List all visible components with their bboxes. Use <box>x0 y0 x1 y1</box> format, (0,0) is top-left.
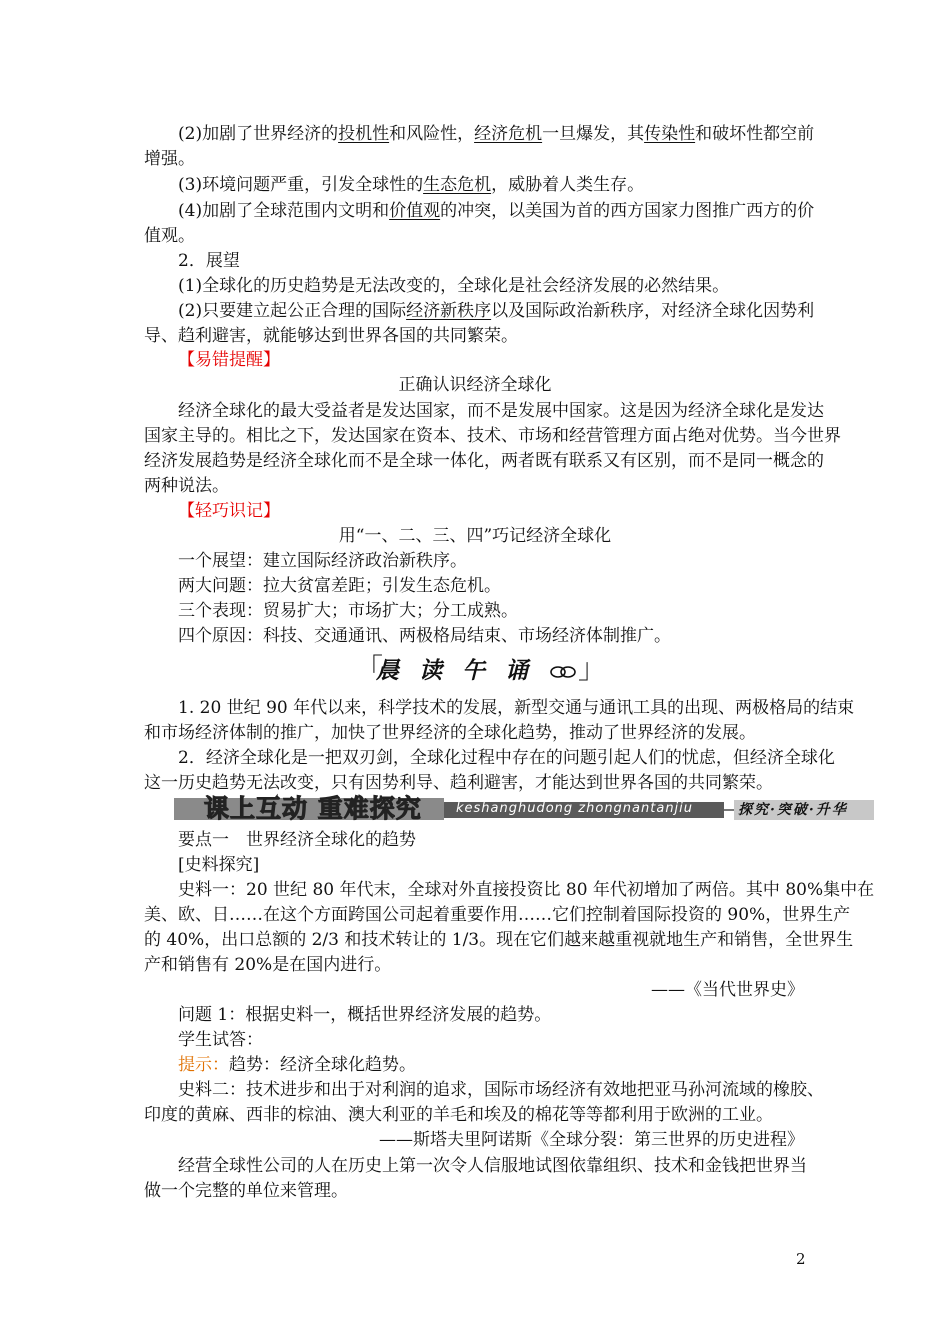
banner-bracket-open: 「 <box>355 652 384 685</box>
text-line: (1)全球化的历史趋势是无法改变的，全球化是社会经济发展的必然结果。 <box>178 276 730 296</box>
class-interaction-banner <box>174 794 874 824</box>
text-line: (2)只要建立起公正合理的国际经济新秩序以及国际政治新秩序，对经济全球化因势利 <box>178 301 815 321</box>
text-line: 值观。 <box>144 226 195 246</box>
banner-bracket-close: 」 <box>578 652 607 685</box>
tip-label-memory: 【轻巧识记】 <box>178 501 280 521</box>
text-line: 经济全球化的最大受益者是发达国家，而不是发展中国家。这是因为经济全球化是发达 <box>178 401 824 421</box>
banner-divider <box>724 809 734 811</box>
text-line: 三个表现：贸易扩大；市场扩大；分工成熟。 <box>178 601 518 621</box>
text-line: 经济发展趋势是经济全球化而不是全球一体化，两者既有联系又有区别，而不是同一概念的 <box>144 451 824 471</box>
source-citation: ——《当代世界史》 <box>651 980 804 1000</box>
text-line: 四个原因：科技、交通通讯、两极格局结束、市场经济体制推广。 <box>178 626 671 646</box>
text-line: (4)加剧了全球范围内文明和价值观的冲突，以美国为首的西方国家力图推广西方的价 <box>178 201 815 221</box>
banner-title: 课上互动 重难探究 <box>204 794 422 823</box>
text-line: 史料二：技术进步和出于对利润的追求，国际市场经济有效地把亚马孙河流域的橡胶、 <box>178 1080 824 1100</box>
section-heading: 要点一 世界经济全球化的趋势 <box>178 830 416 850</box>
text-line: 做一个完整的单位来管理。 <box>144 1181 348 1201</box>
source-citation: ——斯塔夫里阿诺斯《全球分裂：第三世界的历史进程》 <box>379 1130 804 1150</box>
underlined-term: 投机性 <box>338 124 390 144</box>
text-line: 1. 20 世纪 90 年代以来，科学技术的发展，新型交通与通讯工具的出现、两极格局的结束 <box>178 698 855 718</box>
underlined-term: 经济新秩序 <box>406 301 492 321</box>
text-line: 美、欧、日……在这个方面跨国公司起着重要作用……它们控制着国际投资的 90%，世界生产 <box>144 905 851 925</box>
hint-label: 提示： <box>178 1055 229 1075</box>
text-line: (2)加剧了世界经济的投机性和风险性，经济危机一旦爆发，其传染性和破坏性都空前 <box>178 124 815 144</box>
underlined-term: 价值观 <box>389 201 441 221</box>
answer-label: 学生试答： <box>178 1030 263 1050</box>
banner-title: 晨 读 午 诵 <box>375 657 534 684</box>
hint-line: 提示：趋势：经济全球化趋势。 <box>178 1055 416 1075</box>
tip-label-error: 【易错提醒】 <box>178 350 280 370</box>
tip-title: 正确认识经济全球化 <box>398 375 552 395</box>
text-line: 的 40%，出口总额的 2/3 和技术转让的 1/3。现在它们越来越重视就地生产和销售，全世界生 <box>144 930 854 950</box>
text-line: 经营全球性公司的人在历史上第一次令人信服地试图依靠组织、技术和金钱把世界当 <box>178 1156 807 1176</box>
text-line: (3)环境问题严重，引发全球性的生态危机，威胁着人类生存。 <box>178 175 645 195</box>
underlined-term: 经济危机 <box>474 124 543 144</box>
page-number: 2 <box>796 1250 806 1268</box>
text-line: 印度的黄麻、西非的棕油、澳大利亚的羊毛和埃及的棉花等等都利用于欧洲的工业。 <box>144 1105 773 1125</box>
text-line: 这一历史趋势无法改变，只有因势利导、趋利避害，才能达到世界各国的共同繁荣。 <box>144 773 773 793</box>
tip-title: 用“一、二、三、四”巧记经济全球化 <box>338 526 612 546</box>
book-icon <box>550 665 576 679</box>
text-line: 产和销售有 20%是在国内进行。 <box>144 955 392 975</box>
text-line: 两种说法。 <box>144 476 229 496</box>
text-line: 2．经济全球化是一把双刃剑，全球化过程中存在的问题引起人们的忧虑，但经济全球化 <box>178 748 835 768</box>
question: 问题 1：根据史料一，概括世界经济发展的趋势。 <box>178 1005 552 1025</box>
morning-reading-banner <box>356 654 596 688</box>
text-line: 一个展望：建立国际经济政治新秩序。 <box>178 551 467 571</box>
underlined-term: 传染性 <box>644 124 696 144</box>
section-subheading: [史料探究] <box>178 855 260 875</box>
underlined-term: 生态危机 <box>423 175 492 195</box>
text-line: 导、趋利避害，就能够达到世界各国的共同繁荣。 <box>144 326 518 346</box>
text-line: 两大问题：拉大贫富差距；引发生态危机。 <box>178 576 501 596</box>
banner-english: keshanghudong zhongnantanjiu <box>456 801 694 816</box>
text-line: 史料一：20 世纪 80 年代末，全球对外直接投资比 80 年代初增加了两倍。其中 80%集中在 <box>178 880 875 900</box>
text-line: 国家主导的。相比之下，发达国家在资本、技术、市场和经营管理方面占绝对优势。当今世界 <box>144 426 841 446</box>
banner-tag: 探究·突破·升华 <box>738 802 848 818</box>
text-line: 2．展望 <box>178 251 240 271</box>
text-line: 和市场经济体制的推广，加快了世界经济的全球化趋势，推动了世界经济的发展。 <box>144 723 756 743</box>
text-line: 增强。 <box>144 149 195 169</box>
